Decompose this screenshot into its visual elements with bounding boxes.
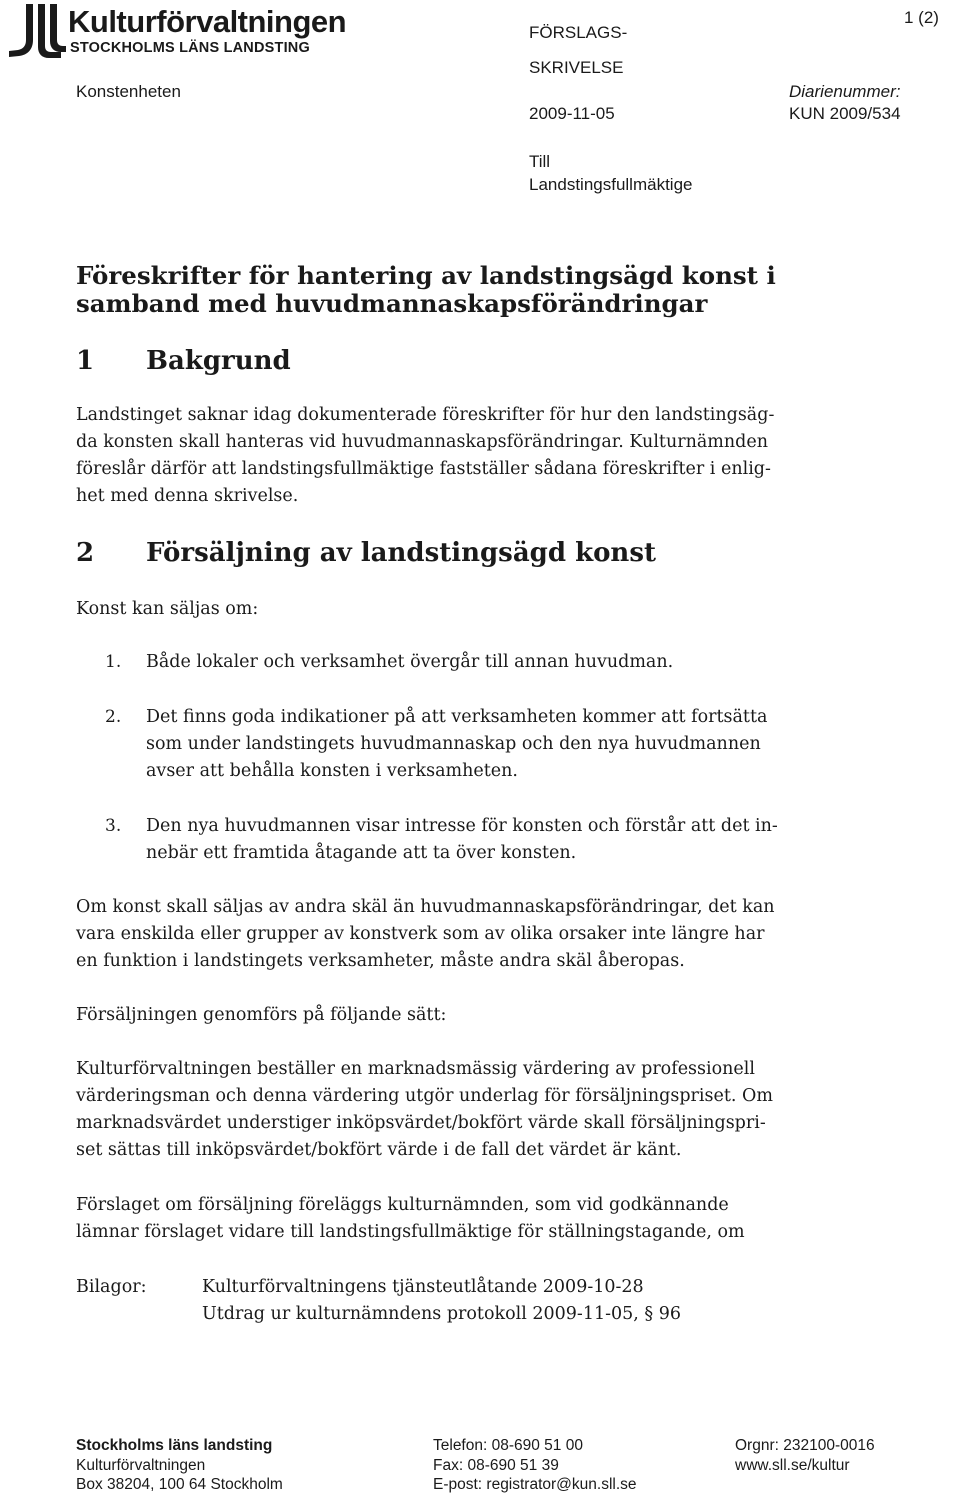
text-line: föreslår därför att landstingsfullmäktige fastställer sådana föreskrifter i enlig- — [76, 459, 771, 479]
list-number: 1. — [105, 652, 122, 672]
section-title: Försäljning av landstingsägd konst — [146, 538, 656, 568]
footer-website-link[interactable]: www.sll.se/kultur — [735, 1456, 850, 1474]
text-line: Den nya huvudmannen visar intresse för konsten och förstår att det in- — [146, 816, 778, 836]
paragraph — [76, 1192, 836, 1246]
attachment-item: Utdrag ur kulturnämndens protokoll 2009-11-05, § 96 — [202, 1304, 682, 1324]
text-line: marknadsvärdet understiger inköpsvärdet/bokfört värde skall försäljningspri- — [76, 1113, 766, 1133]
text-line: het med denna skrivelse. — [76, 486, 299, 506]
document-title — [76, 262, 856, 318]
list-number: 2. — [105, 707, 122, 727]
title-line: Föreskrifter för hantering av landstingsägd konst i — [76, 261, 776, 290]
recipient-line1: Till — [529, 152, 551, 171]
text-line: lämnar förslaget vidare till landstingsfullmäktige för ställningstagande, om — [76, 1222, 745, 1242]
document-date: 2009-11-05 — [529, 104, 615, 123]
footer-line: Telefon: 08-690 51 00 — [433, 1437, 583, 1454]
text-line: Om konst skall säljas av andra skäl än huvudmannaskapsförändringar, det kan — [76, 897, 775, 917]
attachments-list — [202, 1274, 902, 1328]
footer-line: Stockholms läns landsting — [76, 1437, 273, 1454]
text-line: värderingsman och denna värdering utgör underlag för försäljningspriset. Om — [76, 1086, 773, 1106]
list-item — [146, 704, 836, 785]
section-heading — [76, 538, 776, 572]
text-line: Både lokaler och verksamhet övergår till annan huvudman. — [146, 652, 674, 672]
attachments-label: Bilagor: — [76, 1277, 147, 1297]
unit-name: Konstenheten — [76, 82, 181, 101]
doc-type-line2: SKRIVELSE — [529, 58, 624, 77]
footer-line: E-post: registrator@kun.sll.se — [433, 1476, 637, 1493]
footer-line: Orgnr: 232100-0016 — [735, 1437, 875, 1454]
diarienummer-label: Diarienummer: — [789, 82, 901, 101]
text-line: som under landstingets huvudmannaskap och den nya huvudmannen — [146, 734, 761, 754]
section-title: Bakgrund — [146, 346, 291, 376]
list-intro: Konst kan säljas om: — [76, 599, 259, 619]
section-number: 2 — [76, 538, 95, 568]
text-line: avser att behålla konsten i verksamheten. — [146, 761, 518, 781]
text-line: nebär ett framtida åtagande att ta över konsten. — [146, 843, 577, 863]
org-name: Kulturförvaltningen — [68, 4, 347, 39]
text-line: da konsten skall hanteras vid huvudmannaskapsförändringar. Kulturnämnden — [76, 432, 768, 452]
text-line: Förslaget om försäljning föreläggs kulturnämnden, som vid godkännande — [76, 1195, 729, 1215]
list-item — [146, 813, 836, 867]
footer-line: Box 38204, 100 64 Stockholm — [76, 1476, 283, 1493]
footer-address — [76, 1436, 283, 1495]
footer-contact — [433, 1436, 637, 1495]
doc-type-line1: FÖRSLAGS- — [529, 23, 628, 42]
text-line: Kulturförvaltningen beställer en marknadsmässig värdering av professionell — [76, 1059, 755, 1079]
footer-line: Kulturförvaltningen — [76, 1456, 206, 1474]
page-number: 1 (2) — [904, 8, 939, 27]
section-number: 1 — [76, 346, 95, 376]
paragraph — [76, 402, 836, 510]
list-number: 3. — [105, 816, 122, 836]
paragraph — [76, 1056, 836, 1164]
list-item — [146, 649, 836, 676]
paragraph — [76, 894, 836, 975]
recipient-line2: Landstingsfullmäktige — [529, 175, 693, 194]
text-line: en funktion i landstingets verksamheter, måste andra skäl åberopas. — [76, 951, 685, 971]
footer-org — [735, 1436, 875, 1475]
attachment-item: Kulturförvaltningens tjänsteutlåtande 2009-10-28 — [202, 1277, 644, 1297]
text-line: set sättas till inköpsvärdet/bokfört värde i de fall det värdet är känt. — [76, 1140, 682, 1160]
title-line: samband med huvudmannaskapsförändringar — [76, 289, 708, 318]
footer-line: Fax: 08-690 51 39 — [433, 1456, 559, 1474]
diarienummer: KUN 2009/534 — [789, 104, 901, 123]
text-line: Det finns goda indikationer på att verksamheten kommer att fortsätta — [146, 707, 768, 727]
org-subtitle: STOCKHOLMS LÄNS LANDSTING — [70, 40, 310, 56]
section-heading — [76, 346, 576, 380]
paragraph: Försäljningen genomförs på följande sätt: — [76, 1005, 447, 1025]
text-line: Landstinget saknar idag dokumenterade föreskrifter för hur den landstingsäg- — [76, 405, 775, 425]
text-line: vara enskilda eller grupper av konstverk som av olika orsaker inte längre har — [76, 924, 765, 944]
